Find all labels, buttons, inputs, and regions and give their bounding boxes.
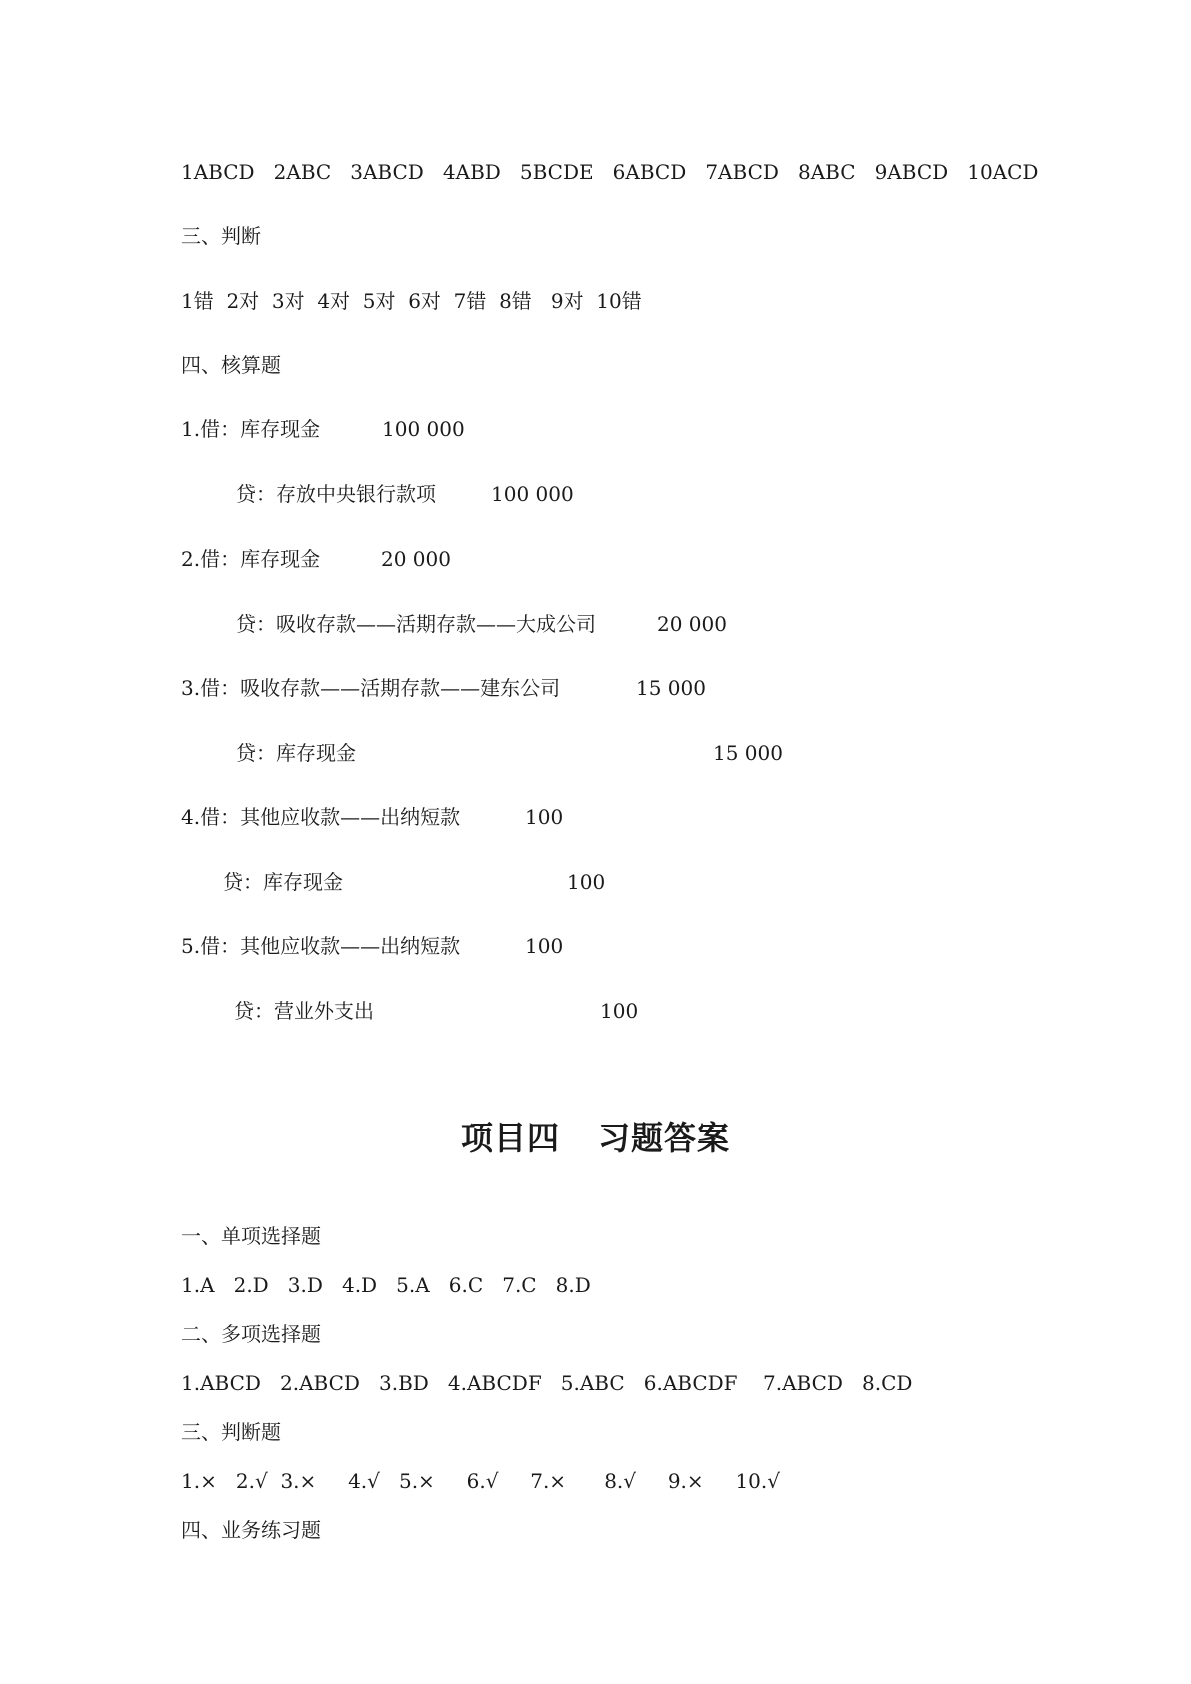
entry-2-credit-amount: 20 000 [657,612,727,636]
entry-1-debit-amount: 100 000 [382,417,465,441]
calc-heading: 四、核算题 [181,353,281,377]
entry-3-debit-amount: 15 000 [636,676,706,700]
multi-choice-heading: 二、多项选择题 [181,1322,321,1346]
entry-4-credit: 贷：库存现金 [223,870,343,894]
entry-4-debit: 4.借：其他应收款——出纳短款 [181,805,461,829]
judge-answers-4: 1.× 2.√ 3.× 4.√ 5.× 6.√ 7.× 8.√ 9.× 10.√ [181,1469,780,1493]
multi-choice-answers-4: 1.ABCD 2.ABCD 3.BD 4.ABCDF 5.ABC 6.ABCDF 7.ABCD 8.CD [181,1371,913,1395]
single-choice-heading: 一、单项选择题 [181,1224,321,1248]
multi-choice-answers: 1ABCD 2ABC 3ABCD 4ABD 5BCDE 6ABCD 7ABCD 8ABC 9ABCD 10ACD [181,160,1039,184]
judge-heading-4: 三、判断题 [181,1420,281,1444]
title-part-1: 项目四 [460,1119,560,1157]
entry-1-credit: 贷：存放中央银行款项 [236,482,436,506]
entry-1-debit: 1.借：库存现金 [181,417,321,441]
entry-5-credit: 贷：营业外支出 [234,999,374,1023]
entry-3-credit-amount: 15 000 [713,741,783,765]
title-part-2: 习题答案 [598,1119,731,1157]
entry-3-credit: 贷：库存现金 [236,741,356,765]
single-choice-answers: 1.A 2.D 3.D 4.D 5.A 6.C 7.C 8.D [181,1273,591,1297]
project-four-title [0,1118,1191,1158]
entry-3-debit: 3.借：吸收存款——活期存款——建东公司 [181,676,561,700]
entry-2-credit: 贷：吸收存款——活期存款——大成公司 [236,612,596,636]
entry-5-debit-amount: 100 [525,934,564,958]
practice-heading: 四、业务练习题 [181,1518,321,1542]
judge-answers: 1错 2对 3对 4对 5对 6对 7错 8错 9对 10错 [181,289,642,313]
entry-4-credit-amount: 100 [567,870,606,894]
entry-2-debit-amount: 20 000 [381,547,451,571]
entry-5-debit: 5.借：其他应收款——出纳短款 [181,934,461,958]
judge-heading: 三、判断 [181,224,261,248]
entry-5-credit-amount: 100 [600,999,639,1023]
entry-1-credit-amount: 100 000 [491,482,574,506]
entry-2-debit: 2.借：库存现金 [181,547,321,571]
entry-4-debit-amount: 100 [525,805,564,829]
